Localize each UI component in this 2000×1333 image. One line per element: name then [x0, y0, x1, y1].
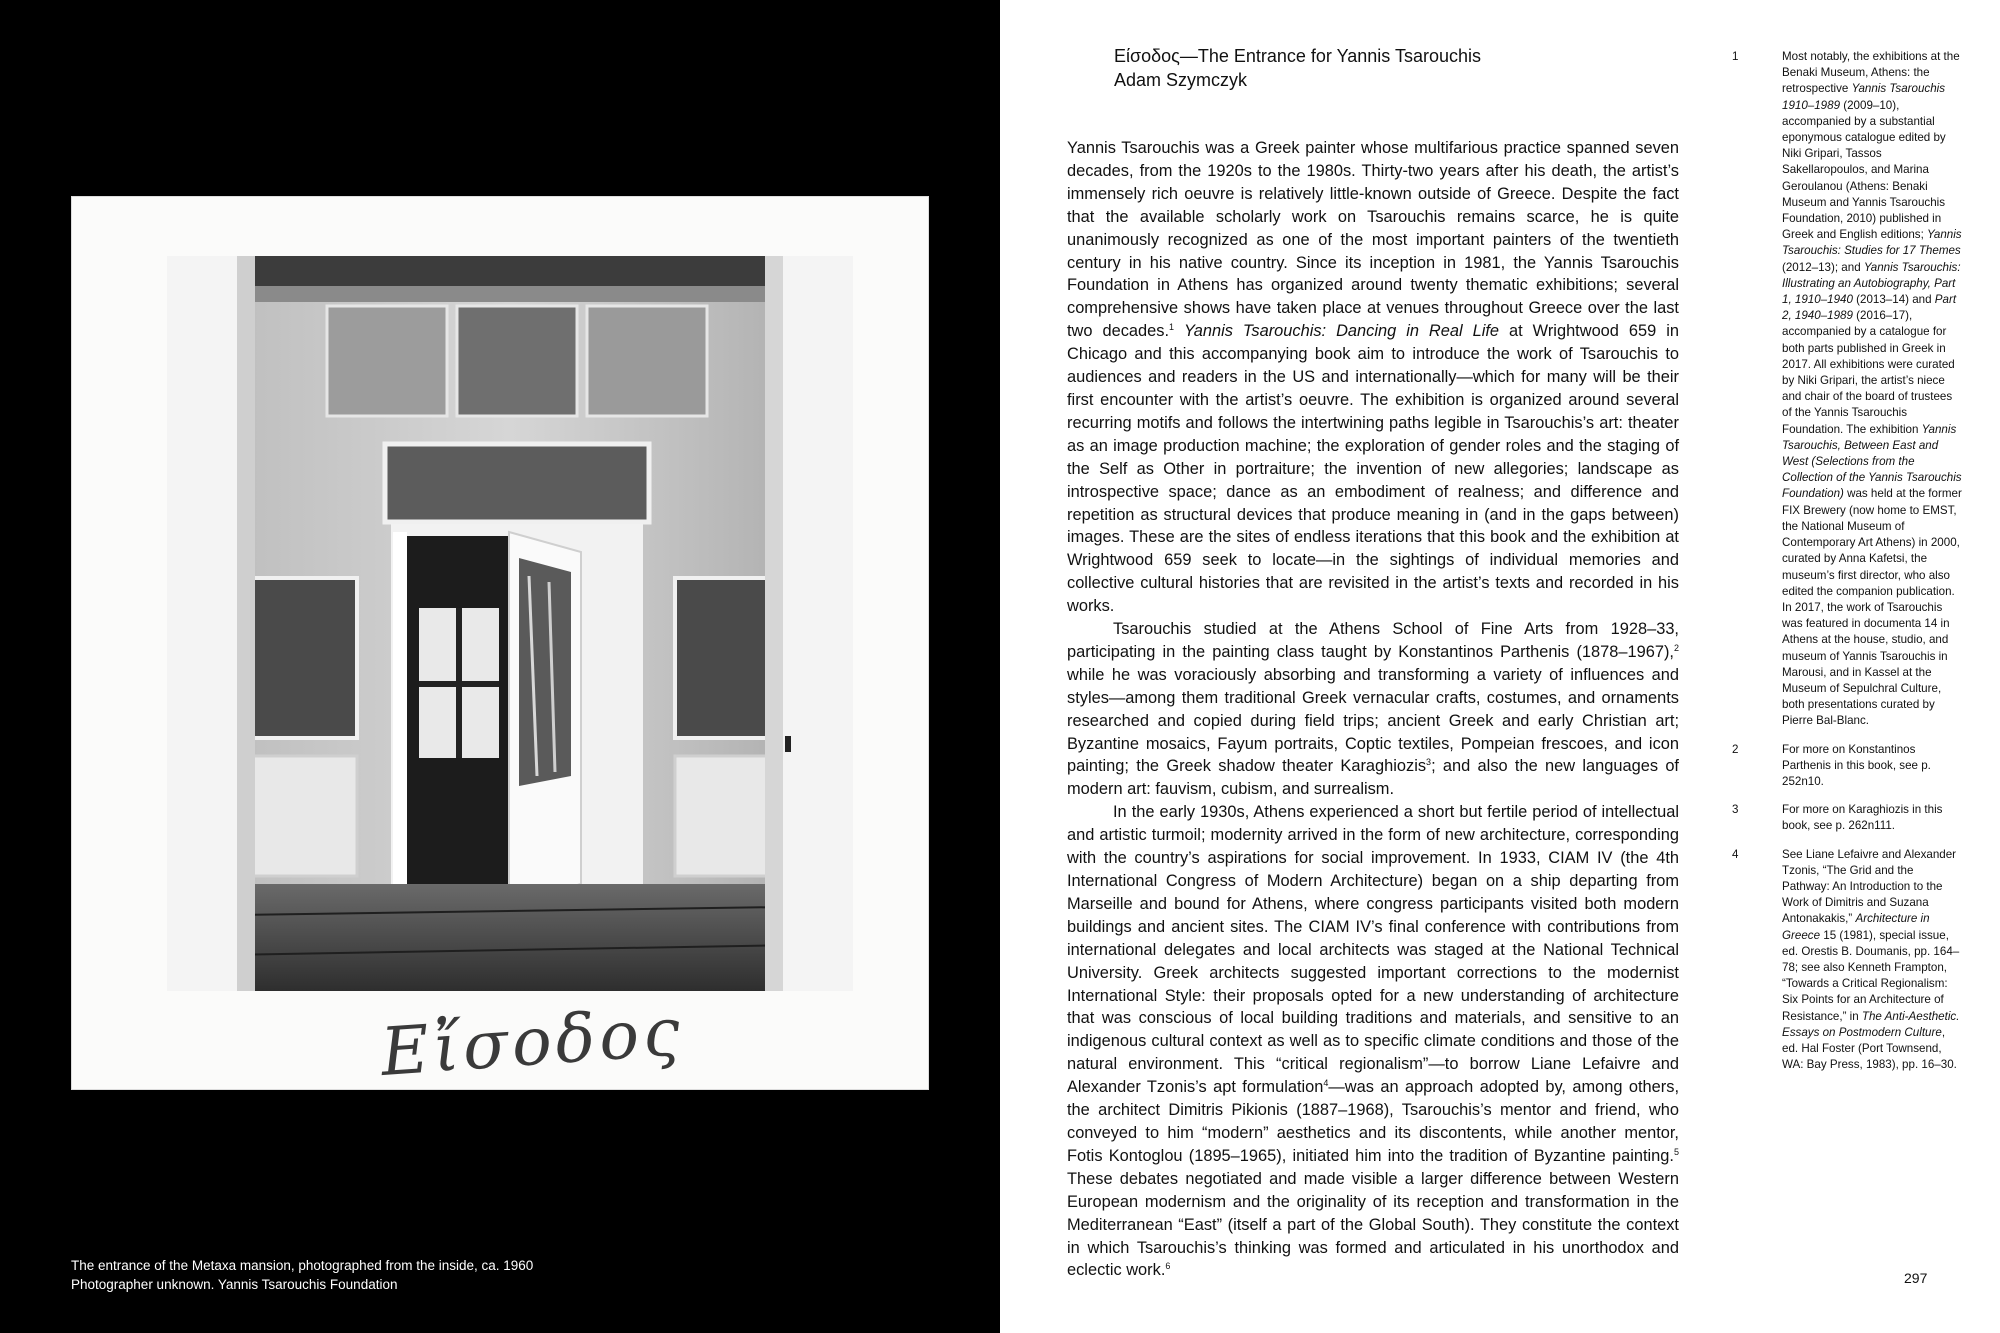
footnote-text: [1782, 802, 1962, 834]
body-paragraph: [1067, 137, 1679, 618]
italic-title: Yannis Tsarouchis, Between East and West (Selections from the Collection of the Yannis Tsarouchis Foundation): [1782, 422, 1962, 501]
text-run: Most notably, the exhibitions at the Benaki Museum, Athens: the retrospective: [1782, 50, 1960, 96]
footnotes: [1730, 49, 1962, 1085]
footnote-text: [1782, 847, 1962, 1074]
text-run: ; and also the new languages of modern art: fauvism, cubism, and surrealism.: [1067, 757, 1679, 799]
text-run: (2009–10), accompanied by a substantial eponymous catalogue edited by Niki Gripari, Tassos Sakellaropoulos, and Marina Geroulanou (Athens: Benaki Museum and Yannis Tsarouchis Foundation, 2010) published in Greek and English editions;: [1782, 98, 1946, 242]
footnote-number: 3: [1732, 803, 1739, 817]
footnote-reference: 5: [1673, 1146, 1679, 1157]
body-paragraph: [1067, 801, 1679, 1282]
caption-credit: Photographer unknown. Yannis Tsarouchis Foundation: [71, 1277, 398, 1292]
article-author: Adam Szymczyk: [1114, 70, 1248, 90]
article-body: [1067, 137, 1679, 1282]
italic-title: Architecture in Greece: [1782, 912, 1930, 942]
entrance-photograph-image: [167, 256, 853, 991]
text-run: at Wrightwood 659 in Chicago and this accompanying book aim to introduce the work of Tsarouchis to audiences and readers in the US and internationally—which for many will be their first encounter with the artist’s oeuvre. The exhibition is organized around several recurring motifs and follows the intertwining paths legible in Tsarouchis’s art: theater as an image production machine; the exploration of gender roles and the staging of the Self as Other in portraiture; the invention of new allegories; landscape as introspective space; dance as an embodiment of realness; and difference and repetition as structural devices that produce meaning in (and in the gaps between) images. These are the sites of endless iterations that this book and the exhibition at Wrightwood 659 seek to locate—in the sightings of individual memories and collective cultural histories that are revisited in the artist’s texts and recorded in his works.: [1067, 322, 1679, 616]
text-run: (2013–14) and: [1852, 293, 1935, 307]
text-run: Yannis Tsarouchis was a Greek painter whose multifarious practice spanned seven decades, from the 1920s to the 1980s. Thirty-two years after his death, the artist’s immensely rich oeuvre is relatively little-known outside of Greece. Despite the fact that the available scholarly work on Tsarouchis remains scarce, he is quite unanimously recognized as one of the most important painters of the twentieth century in his native country. Since its inception in 1981, the Yannis Tsarouchis Foundation in Athens has organized around twenty thematic exhibitions; several comprehensive shows have taken place at venues throughout Greece over the last two decades.: [1067, 139, 1679, 341]
caption-line: The entrance of the Metaxa mansion, photographed from the inside, ca. 1960: [71, 1258, 534, 1273]
handwritten-inscription: Εἴσοδος: [378, 992, 687, 1091]
text-run: See Liane Lefaivre and Alexander Tzonis, “The Grid and the Pathway: An Introduction to the Work of Dimitris and Suzana Antonakakis,”: [1782, 847, 1957, 926]
footnote-reference: 4: [1323, 1078, 1329, 1089]
right-page: [1000, 0, 2000, 1333]
article-header: [1114, 44, 1481, 92]
page-number: 297: [1904, 1270, 1928, 1286]
footnote-text: [1782, 49, 1962, 730]
text-run: [1174, 322, 1184, 340]
footnote-number: 2: [1732, 742, 1739, 756]
footnote: [1730, 847, 1962, 1074]
text-run: These debates negotiated and made visible a larger difference between Western European modernism and the originality of its reception and transformation in the Mediterranean “East” (itself a part of the Global South). They constitute the context in which Tsarouchis’s thinking was formed and articulated in his unorthodox and eclectic work.: [1067, 1169, 1679, 1280]
footnote-reference: 1: [1169, 322, 1175, 333]
photo-print: [71, 196, 929, 1090]
italic-title: Yannis Tsarouchis: Illustrating an Autobiography, Part 1, 1910–1940: [1782, 260, 1961, 307]
footnote-number: 4: [1732, 847, 1739, 861]
text-run: 15 (1981), special issue, ed. Orestis B. Doumanis, pp. 164–78; see also Kenneth Frampton, “Towards a Critical Regionalism: Six Points for an Architecture of Resistance,” in: [1782, 928, 1960, 1023]
italic-title: The Anti-Aesthetic. Essays on Postmodern Culture: [1782, 1009, 1960, 1039]
footnote: [1730, 49, 1962, 730]
text-run: while he was voraciously absorbing and transforming a variety of influences and styles—among them traditional Greek vernacular crafts, costumes, and ornaments researched and copied during field trips; ancient Greek and early Christian art; Byzantine mosaics, Fayum portraits, Coptic textiles, Pompeian frescoes, and icon painting; the Greek shadow theater Karaghiozis: [1067, 665, 1679, 776]
italic-title: Yannis Tsarouchis: Dancing in Real Life: [1184, 322, 1500, 341]
photo-caption: [71, 1256, 671, 1294]
text-run: —was an approach adopted by, among others, the architect Dimitris Pikionis (1887–1968), Tsarouchis’s mentor and friend, who conveyed to him “modern” aesthetics and its discontents, while another mentor, Fotis Kontoglou (1895–1965), initiated him into the tradition of Byzantine painting.: [1067, 1078, 1679, 1165]
footnote: [1730, 742, 1962, 791]
body-paragraph: [1067, 618, 1679, 801]
footnote-number: 1: [1732, 50, 1739, 63]
text-run: Tsarouchis studied at the Athens School of Fine Arts from 1928–33, participating in the painting class taught by Konstantinos Parthenis (1878–1967),: [1067, 620, 1679, 661]
text-run: (2012–13); and: [1782, 260, 1864, 274]
text-run: For more on Karaghiozis in this book, see p. 262n111.: [1782, 803, 1943, 833]
footnote-reference: 2: [1673, 642, 1679, 653]
italic-title: Part 2, 1940–1989: [1782, 293, 1957, 323]
text-run: was held at the former FIX Brewery (now home to EMST, the National Museum of Contemporary Art Athens) in 2000, curated by Anna Kafetsi, the museum’s first director, who also edited the companion publication. In 2017, the work of Tsarouchis was featured in documenta 14 in Athens at the house, studio, and museum of Yannis Tsarouchis in Marousi, and in Kassel at the Museum of Sepulchral Culture, both presentations curated by Pierre Bal-Blanc.: [1782, 487, 1962, 728]
footnote-text: [1782, 742, 1962, 791]
footnote-reference: 6: [1165, 1261, 1171, 1272]
footnote: [1730, 802, 1962, 834]
text-run: For more on Konstantinos Parthenis in this book, see p. 252n10.: [1782, 742, 1931, 788]
italic-title: Yannis Tsarouchis: Studies for 17 Themes: [1782, 228, 1962, 258]
italic-title: Yannis Tsarouchis 1910–1989: [1782, 82, 1946, 112]
text-run: (2016–17), accompanied by a catalogue for both parts published in Greek in 2017. All exhibitions were curated by Niki Gripari, the artist’s niece and chair of the board of trustees of the Yannis Tsarouchis Foundation. The exhibition: [1782, 309, 1955, 436]
entrance-photograph: [167, 256, 853, 991]
footnote-reference: 3: [1426, 757, 1432, 768]
text-run: In the early 1930s, Athens experienced a short but fertile period of intellectual and artistic turmoil; modernity arrived in the form of new architecture, corresponding with the country’s aspirations for social improvement. In 1933, CIAM IV (the 4th International Congress of Modern Architecture) began on a ship departing from Marseille and bound for Athens, where congress participants visited both modern buildings and ancient sites. The CIAM IV’s final conference with contributions from international delegates and local architects was staged at the National Technical University. Greek architects suggested important corrections to the modernist International Style: their proposals opted for a new understanding of architecture that was conscious of local building traditions and materials, and sensitive to an indigenous cultural context as well as to specific climate conditions and those of the natural environment. This “critical regionalism”—to borrow Liane Lefaivre and Alexander Tzonis’s apt formulation: [1067, 803, 1679, 1097]
article-title: Είσοδος—The Entrance for Yannis Tsarouchis: [1114, 46, 1481, 66]
text-run: , ed. Hal Foster (Port Townsend, WA: Bay Press, 1983), pp. 16–30.: [1782, 1025, 1957, 1072]
